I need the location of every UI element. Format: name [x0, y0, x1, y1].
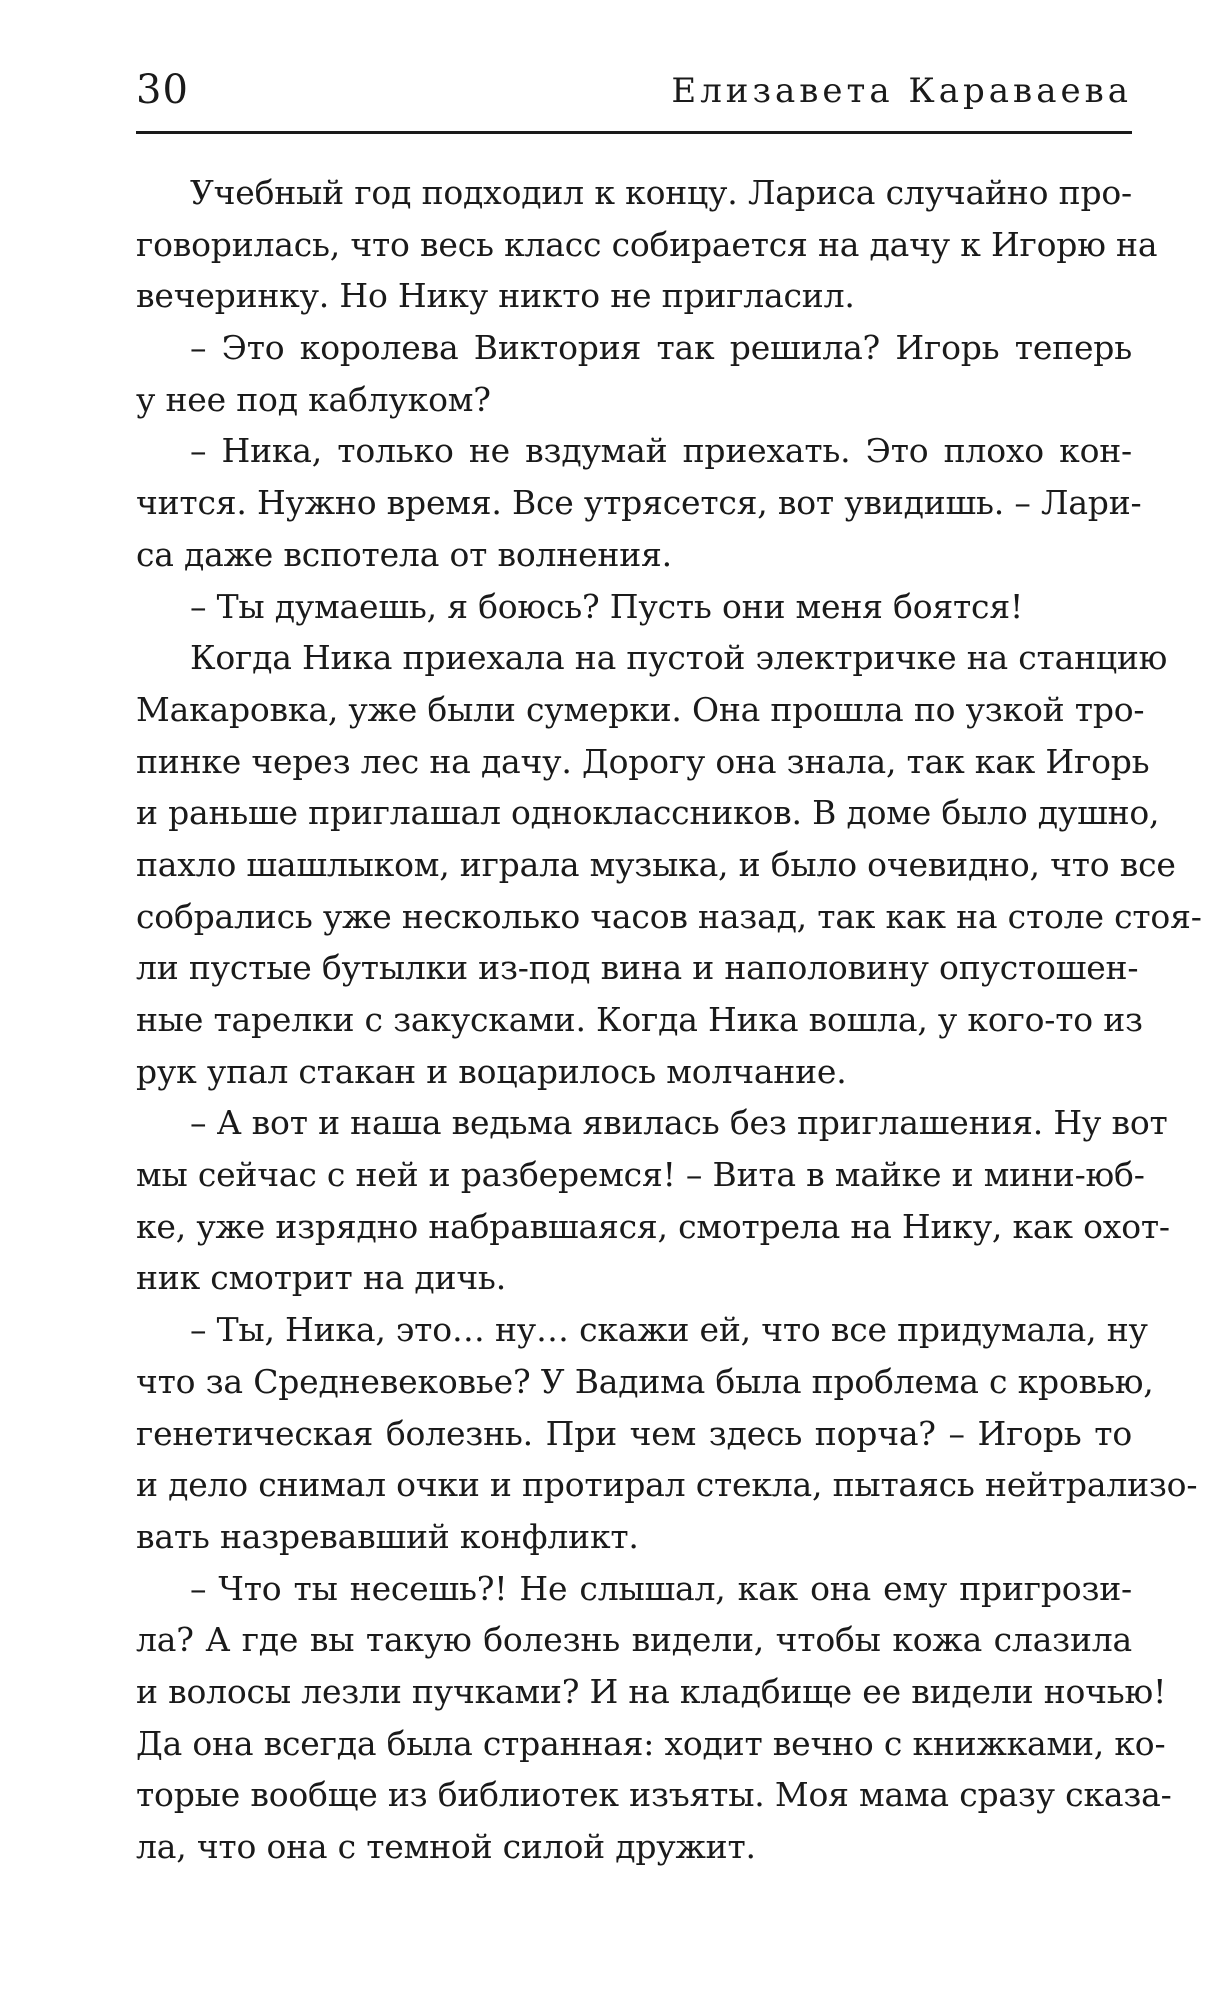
text-line: чится. Нужно время. Все утрясется, вот увидишь. – Лари- [136, 483, 1142, 523]
text-line: пахло шашлыком, играла музыка, и было очевидно, что все [136, 844, 1176, 884]
text-line: – Что ты несешь?! Не слышал, как она ему пригрози- [190, 1568, 1132, 1608]
text-line: – Ты думаешь, я боюсь? Пусть они меня боятся! [190, 586, 1023, 626]
text-line: ные тарелки с закусками. Когда Ника вошла, у кого-то из [136, 1000, 1143, 1039]
text-line: – А вот и наша ведьма явилась без приглашения. Ну вот [190, 1103, 1168, 1143]
text-line: торые вообще из библиотек изъяты. Моя мама сразу сказа- [136, 1775, 1172, 1815]
text-line: Учебный год подходил к концу. Лариса случайно про- [190, 173, 1132, 212]
text-line: ла? А где вы такую болезнь видели, чтобы кожа слазила [136, 1620, 1132, 1660]
text-line: – Это королева Виктория так решила? Игорь теперь [190, 328, 1132, 368]
body-text [136, 167, 1202, 1873]
text-line: мы сейчас с ней и разберемся! – Вита в майке и мини-юб- [136, 1155, 1145, 1195]
text-line: ли пустые бутылки из-под вина и наполовину опустошен- [136, 948, 1139, 988]
text-line: у нее под каблуком? [136, 379, 491, 419]
text-line: ке, уже изрядно набравшаяся, смотрела на Нику, как охот- [136, 1206, 1170, 1246]
text-line: рук упал стакан и воцарилось молчание. [136, 1051, 847, 1091]
text-line: и раньше приглашал одноклассников. В доме было душно, [136, 793, 1160, 833]
text-line: ла, что она с темной силой дружит. [136, 1827, 756, 1866]
header-rule [136, 131, 1132, 134]
text-line: Да она всегда была странная: ходит вечно с книжками, ко- [136, 1723, 1166, 1763]
text-line: вать назревавший конфликт. [136, 1516, 639, 1556]
text-line: что за Средневековье? У Вадима была проблема с кровью, [136, 1361, 1154, 1401]
text-line: – Ты, Ника, это… ну… скажи ей, что все придумала, ну [190, 1310, 1148, 1350]
text-line: ник смотрит на дичь. [136, 1258, 506, 1298]
text-line: пинке через лес на дачу. Дорогу она знала, так как Игорь [136, 741, 1150, 781]
text-line: и волосы лезли пучками? И на кладбище ее видели ночью! [136, 1671, 1167, 1711]
text-line: генетическая болезнь. При чем здесь порча? – Игорь то [136, 1413, 1132, 1453]
text-line: говорилась, что весь класс собирается на дачу к Игорю на [136, 224, 1158, 264]
page-number: 30 [136, 67, 189, 113]
text-line: вечеринку. Но Нику никто не пригласил. [136, 276, 855, 316]
text-line: Макаровка, уже были сумерки. Она прошла по узкой тро- [136, 689, 1145, 729]
text-line: Когда Ника приехала на пустой электричке на станцию [190, 638, 1168, 678]
text-line: собрались уже несколько часов назад, так как на столе стоя- [136, 896, 1202, 936]
text-line: са даже вспотела от волнения. [136, 534, 672, 574]
text-line: и дело снимал очки и протирал стекла, пытаясь нейтрализо- [136, 1465, 1198, 1505]
running-head-author: Елизавета Караваева [671, 71, 1132, 111]
text-line: – Ника, только не вздумай приехать. Это плохо кон- [190, 431, 1132, 471]
